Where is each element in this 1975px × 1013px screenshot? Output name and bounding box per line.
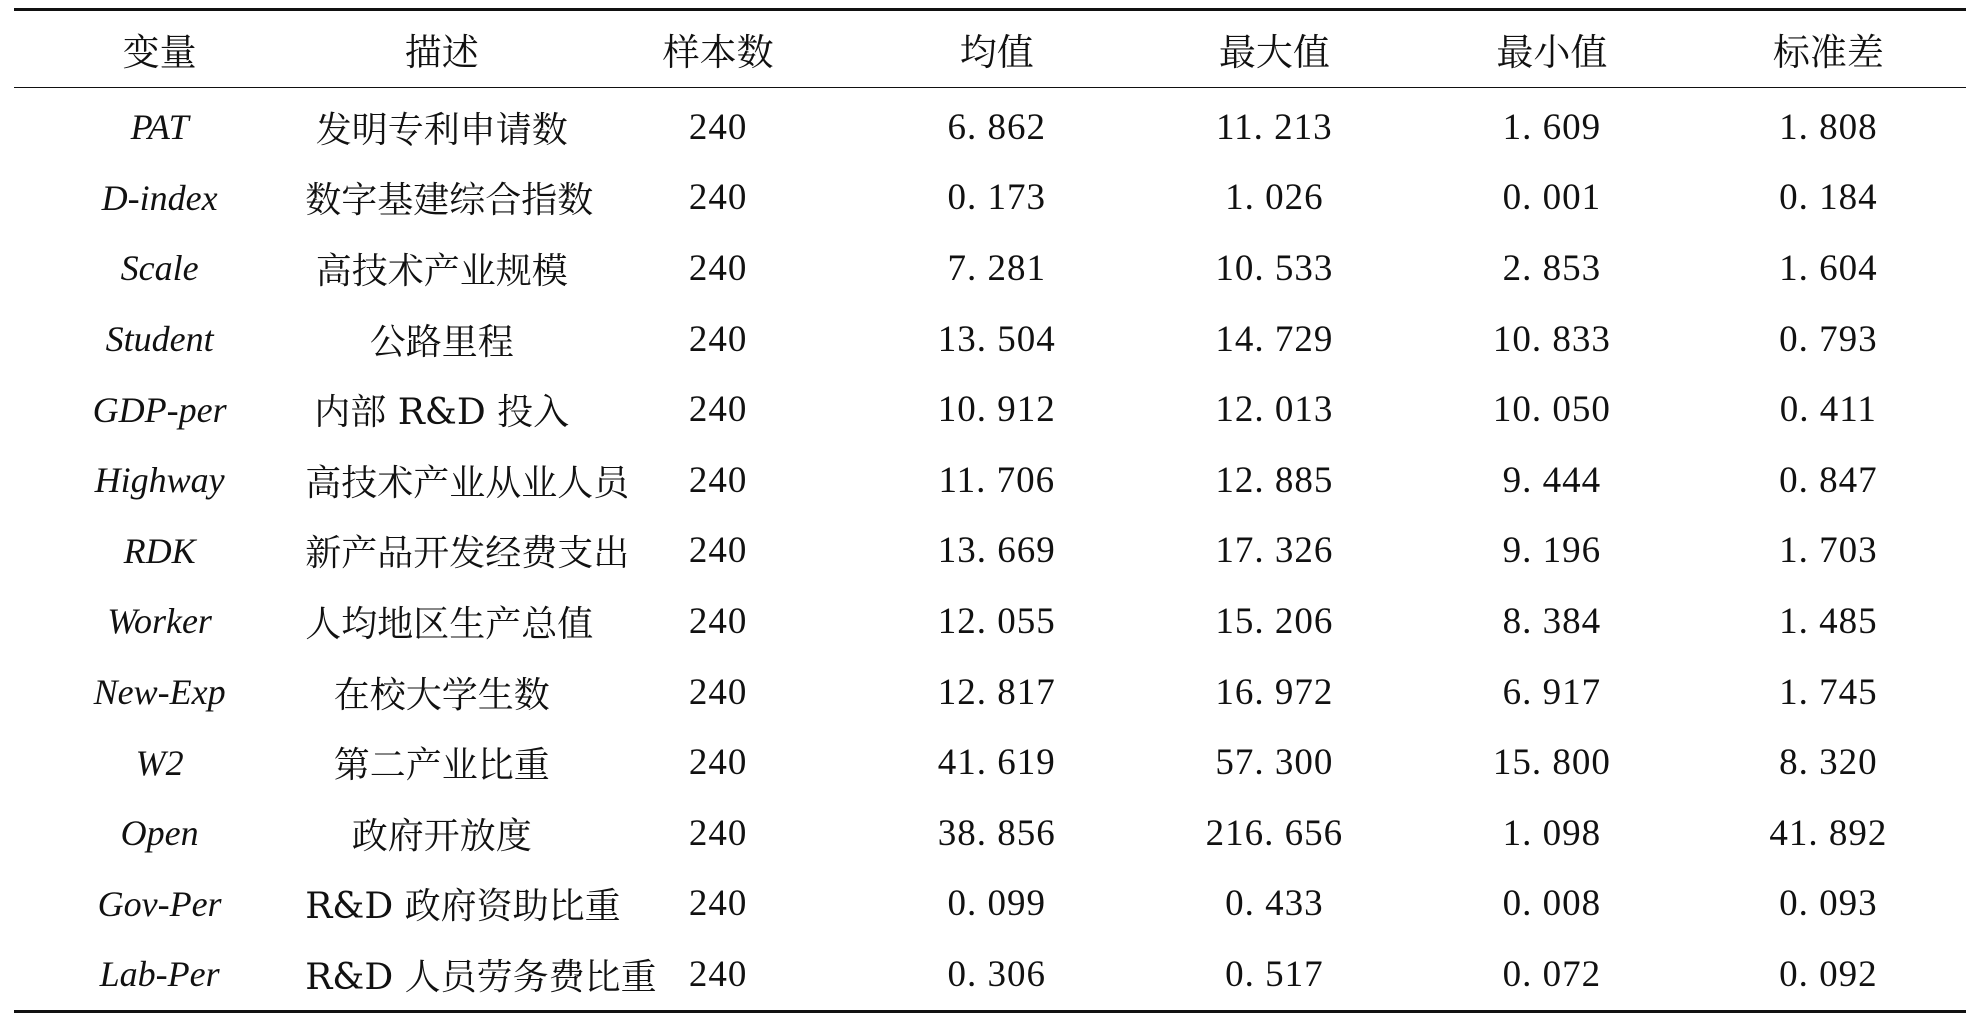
table-row <box>14 586 1966 657</box>
max-cell: 57. 300 <box>1215 742 1334 784</box>
header-sample-size: 样本数 <box>662 31 774 74</box>
max-cell: 216. 656 <box>1205 812 1344 854</box>
description-cell: R&D 人员劳务费比重 <box>305 956 657 998</box>
sample-size-cell: 240 <box>688 177 748 219</box>
description-cell: 政府开放度 <box>351 815 532 857</box>
sample-size-cell: 240 <box>688 883 748 925</box>
min-cell: 0. 001 <box>1502 177 1602 219</box>
min-cell: 9. 444 <box>1502 459 1602 501</box>
mean-cell: 12. 817 <box>937 671 1056 713</box>
std-cell: 0. 092 <box>1779 953 1878 995</box>
mean-cell: 10. 912 <box>937 389 1056 431</box>
std-cell: 1. 604 <box>1779 247 1878 289</box>
table-row <box>14 727 1966 798</box>
min-cell: 1. 609 <box>1502 106 1602 148</box>
variable-cell: W2 <box>135 742 184 783</box>
header-std: 标准差 <box>1772 31 1884 74</box>
variable-cell: Open <box>120 813 199 854</box>
description-cell: 在校大学生数 <box>333 674 550 716</box>
variable-cell: Highway <box>94 460 225 501</box>
table-row <box>14 939 1966 1011</box>
variable-cell: Scale <box>120 248 199 289</box>
table-row <box>14 163 1966 234</box>
sample-size-cell: 240 <box>688 530 748 572</box>
header-min: 最小值 <box>1496 31 1608 74</box>
description-cell: 高技术产业从业人员 <box>305 462 630 504</box>
table-header <box>14 10 1966 88</box>
sample-size-cell: 240 <box>688 459 748 501</box>
table-row <box>14 88 1966 163</box>
mean-cell: 38. 856 <box>937 812 1056 854</box>
table-row <box>14 798 1966 869</box>
table-body <box>14 88 1966 1012</box>
std-cell: 0. 093 <box>1779 883 1878 925</box>
min-cell: 2. 853 <box>1502 247 1602 289</box>
min-cell: 0. 072 <box>1502 953 1602 995</box>
table-row <box>14 304 1966 375</box>
description-cell: 公路里程 <box>369 321 514 363</box>
mean-cell: 0. 099 <box>947 883 1047 925</box>
max-cell: 0. 433 <box>1225 883 1324 925</box>
description-cell: R&D 政府资助比重 <box>305 886 621 928</box>
variable-cell: Lab-Per <box>99 954 220 995</box>
min-cell: 10. 833 <box>1492 318 1611 360</box>
description-cell: 发明专利申请数 <box>315 109 568 151</box>
std-cell: 0. 793 <box>1779 318 1878 360</box>
std-cell: 41. 892 <box>1769 812 1888 854</box>
description-cell: 内部 R&D 投入 <box>314 392 570 434</box>
max-cell: 14. 729 <box>1215 318 1334 360</box>
header-row <box>14 10 1966 88</box>
std-cell: 1. 485 <box>1779 600 1878 642</box>
mean-cell: 0. 306 <box>947 953 1047 995</box>
mean-cell: 7. 281 <box>947 247 1047 289</box>
sample-size-cell: 240 <box>688 953 748 995</box>
header-max: 最大值 <box>1218 31 1330 74</box>
mean-cell: 6. 862 <box>947 106 1047 148</box>
std-cell: 1. 808 <box>1779 106 1878 148</box>
min-cell: 0. 008 <box>1502 883 1602 925</box>
table-row <box>14 374 1966 445</box>
description-cell: 第二产业比重 <box>333 745 550 787</box>
variable-cell: Student <box>105 319 214 360</box>
statistics-table-container <box>14 8 1966 1013</box>
std-cell: 0. 184 <box>1779 177 1878 219</box>
mean-cell: 13. 504 <box>937 318 1056 360</box>
std-cell: 0. 411 <box>1779 389 1877 431</box>
sample-size-cell: 240 <box>688 389 748 431</box>
sample-size-cell: 240 <box>688 812 748 854</box>
table-row <box>14 657 1966 728</box>
table-row <box>14 445 1966 516</box>
sample-size-cell: 240 <box>688 742 748 784</box>
header-variable: 变量 <box>122 31 197 74</box>
mean-cell: 12. 055 <box>937 600 1056 642</box>
sample-size-cell: 240 <box>688 247 748 289</box>
sample-size-cell: 240 <box>688 106 748 148</box>
variable-cell: New-Exp <box>93 672 226 713</box>
variable-cell: PAT <box>130 107 189 148</box>
min-cell: 10. 050 <box>1492 389 1611 431</box>
std-cell: 8. 320 <box>1779 742 1878 784</box>
max-cell: 17. 326 <box>1215 530 1334 572</box>
descriptive-statistics-table <box>14 8 1966 1013</box>
max-cell: 10. 533 <box>1215 247 1334 289</box>
variable-cell: Gov-Per <box>97 883 222 924</box>
min-cell: 15. 800 <box>1492 742 1611 784</box>
std-cell: 1. 745 <box>1779 671 1878 713</box>
variable-cell: Worker <box>107 601 212 642</box>
table-row <box>14 516 1966 587</box>
mean-cell: 41. 619 <box>937 742 1056 784</box>
min-cell: 6. 917 <box>1502 671 1602 713</box>
std-cell: 1. 703 <box>1779 530 1878 572</box>
max-cell: 1. 026 <box>1225 177 1324 219</box>
header-description: 描述 <box>404 31 479 74</box>
max-cell: 15. 206 <box>1215 600 1334 642</box>
min-cell: 8. 384 <box>1502 600 1602 642</box>
sample-size-cell: 240 <box>688 318 748 360</box>
min-cell: 1. 098 <box>1502 812 1602 854</box>
std-cell: 0. 847 <box>1779 459 1878 501</box>
table-row <box>14 233 1966 304</box>
header-mean: 均值 <box>959 31 1034 74</box>
description-cell: 数字基建综合指数 <box>305 180 594 222</box>
min-cell: 9. 196 <box>1502 530 1602 572</box>
mean-cell: 13. 669 <box>937 530 1056 572</box>
variable-cell: RDK <box>123 530 196 571</box>
variable-cell: D-index <box>101 177 218 218</box>
description-cell: 人均地区生产总值 <box>305 603 594 645</box>
sample-size-cell: 240 <box>688 600 748 642</box>
max-cell: 16. 972 <box>1215 671 1334 713</box>
sample-size-cell: 240 <box>688 671 748 713</box>
max-cell: 12. 885 <box>1215 459 1334 501</box>
max-cell: 12. 013 <box>1215 389 1334 431</box>
table-row <box>14 869 1966 940</box>
description-cell: 高技术产业规模 <box>315 250 568 292</box>
max-cell: 11. 213 <box>1216 106 1333 148</box>
mean-cell: 0. 173 <box>947 177 1047 219</box>
variable-cell: GDP-per <box>92 389 227 430</box>
mean-cell: 11. 706 <box>938 459 1056 501</box>
max-cell: 0. 517 <box>1225 953 1324 995</box>
description-cell: 新产品开发经费支出 <box>305 533 630 575</box>
